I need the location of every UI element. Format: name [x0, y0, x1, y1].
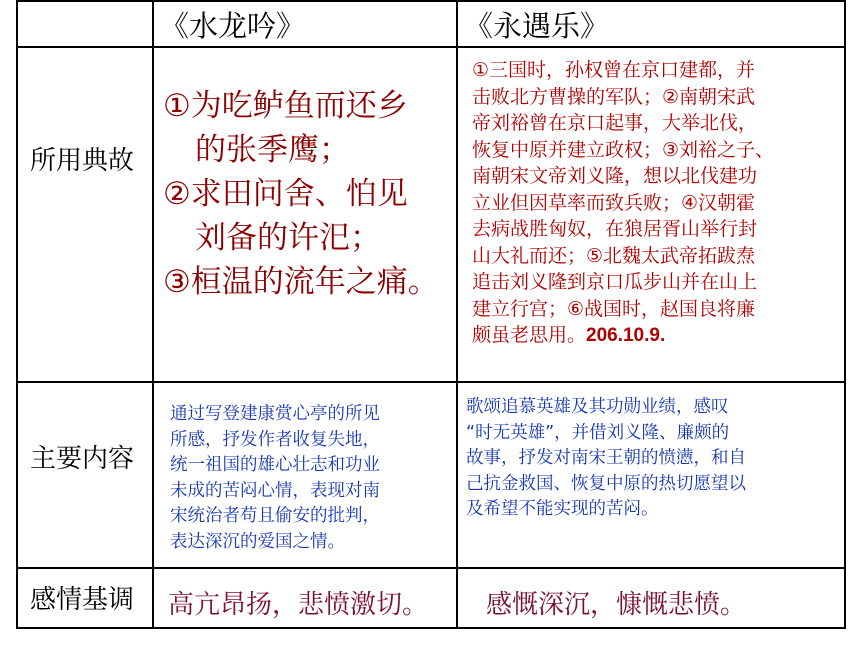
content-line: 通过写登建康赏心亭的所见 — [170, 404, 380, 424]
allusion-line: 刘备的许汜； — [195, 220, 381, 256]
table-border-bottom — [16, 627, 846, 629]
content-shuilongyin — [170, 402, 455, 555]
content-line: 统一祖国的雄心壮志和功业 — [170, 455, 380, 475]
allusion-line: 的张季鹰； — [195, 132, 350, 168]
allusion-text-line: 建立行宫；⑥战国时，赵国良将廉 — [472, 297, 756, 320]
content-line: “时无英雄”，并借刘义隆、廉颇的 — [466, 422, 730, 443]
allusion-text-line: 追击刘义隆到京口瓜步山并在山上 — [472, 271, 758, 293]
content-line: 所感，抒发作者收复失地， — [170, 429, 380, 450]
row-label-tone: 感情基调 — [30, 585, 135, 615]
header-yongyule: 《永遇乐》 — [464, 9, 610, 43]
content-yongyule — [466, 395, 842, 523]
content-line: 表达深沉的爱国之情。 — [170, 531, 345, 552]
allusion-text-line: 立业但因草率而致兵败；④汉朝霍 — [472, 191, 756, 214]
content-line: 歌颂追慕英雄及其功勋业绩，感叹 — [466, 397, 729, 417]
content-line: 未成的苦闷心情，表现对南 — [170, 480, 380, 501]
allusions-shuilongyin — [163, 84, 453, 304]
allusion-text-line: ①三国时，孙权曾在京口建都，并 — [472, 59, 756, 81]
table-border-left — [16, 0, 18, 629]
allusion-text-line: 去病战胜匈奴，在狼居胥山举行封 — [472, 218, 758, 240]
column-divider-1 — [152, 0, 154, 629]
date-stamp: 206.10.9. — [586, 325, 666, 346]
header-shuilongyin: 《水龙吟》 — [160, 9, 306, 43]
row-label-content: 主要内容 — [30, 444, 135, 474]
table-border-top — [16, 0, 846, 2]
allusion-last-text: 颇虽老思用。 — [472, 324, 587, 346]
allusion-text-line: 击败北方曹操的军队；②南朝宋武 — [472, 85, 756, 108]
allusion-line: ③桓温的流年之痛。 — [163, 264, 439, 300]
row-label-allusions: 所用典故 — [30, 146, 135, 176]
allusion-text-line-last — [472, 322, 860, 350]
content-line: 故事，抒发对南宋王朝的愤懑，和自 — [466, 448, 746, 468]
tone-shuilongyin: 高亢昂扬，悲愤激切。 — [168, 590, 429, 620]
allusion-line: ②求田问舍、怕见 — [163, 176, 408, 212]
content-line: 及希望不能实现的苦闷。 — [466, 499, 659, 519]
content-line: 己抗金救国、恢复中原的热切愿望以 — [466, 473, 746, 494]
tone-yongyule: 感慨深沉，慷慨悲愤。 — [486, 590, 747, 620]
allusion-text-line: 山大礼而还；⑤北魏太武帝拓跋焘 — [472, 244, 756, 267]
row-divider-2 — [16, 567, 846, 569]
row-divider-1 — [16, 381, 846, 383]
allusion-line: ①为吃鲈鱼而还乡 — [163, 88, 408, 124]
allusion-text-line: 南朝宋文帝刘义隆，想以北伐建功 — [472, 165, 758, 187]
allusion-text-line: 恢复中原并建立政权；③刘裕之子、 — [472, 138, 775, 161]
column-divider-2 — [456, 0, 458, 629]
allusion-text-line: 帝刘裕曾在京口起事，大举北伐， — [472, 112, 758, 134]
header-divider — [16, 46, 846, 48]
content-line: 宋统治者苟且偷安的批判， — [170, 506, 380, 526]
allusions-yongyule — [472, 57, 860, 350]
